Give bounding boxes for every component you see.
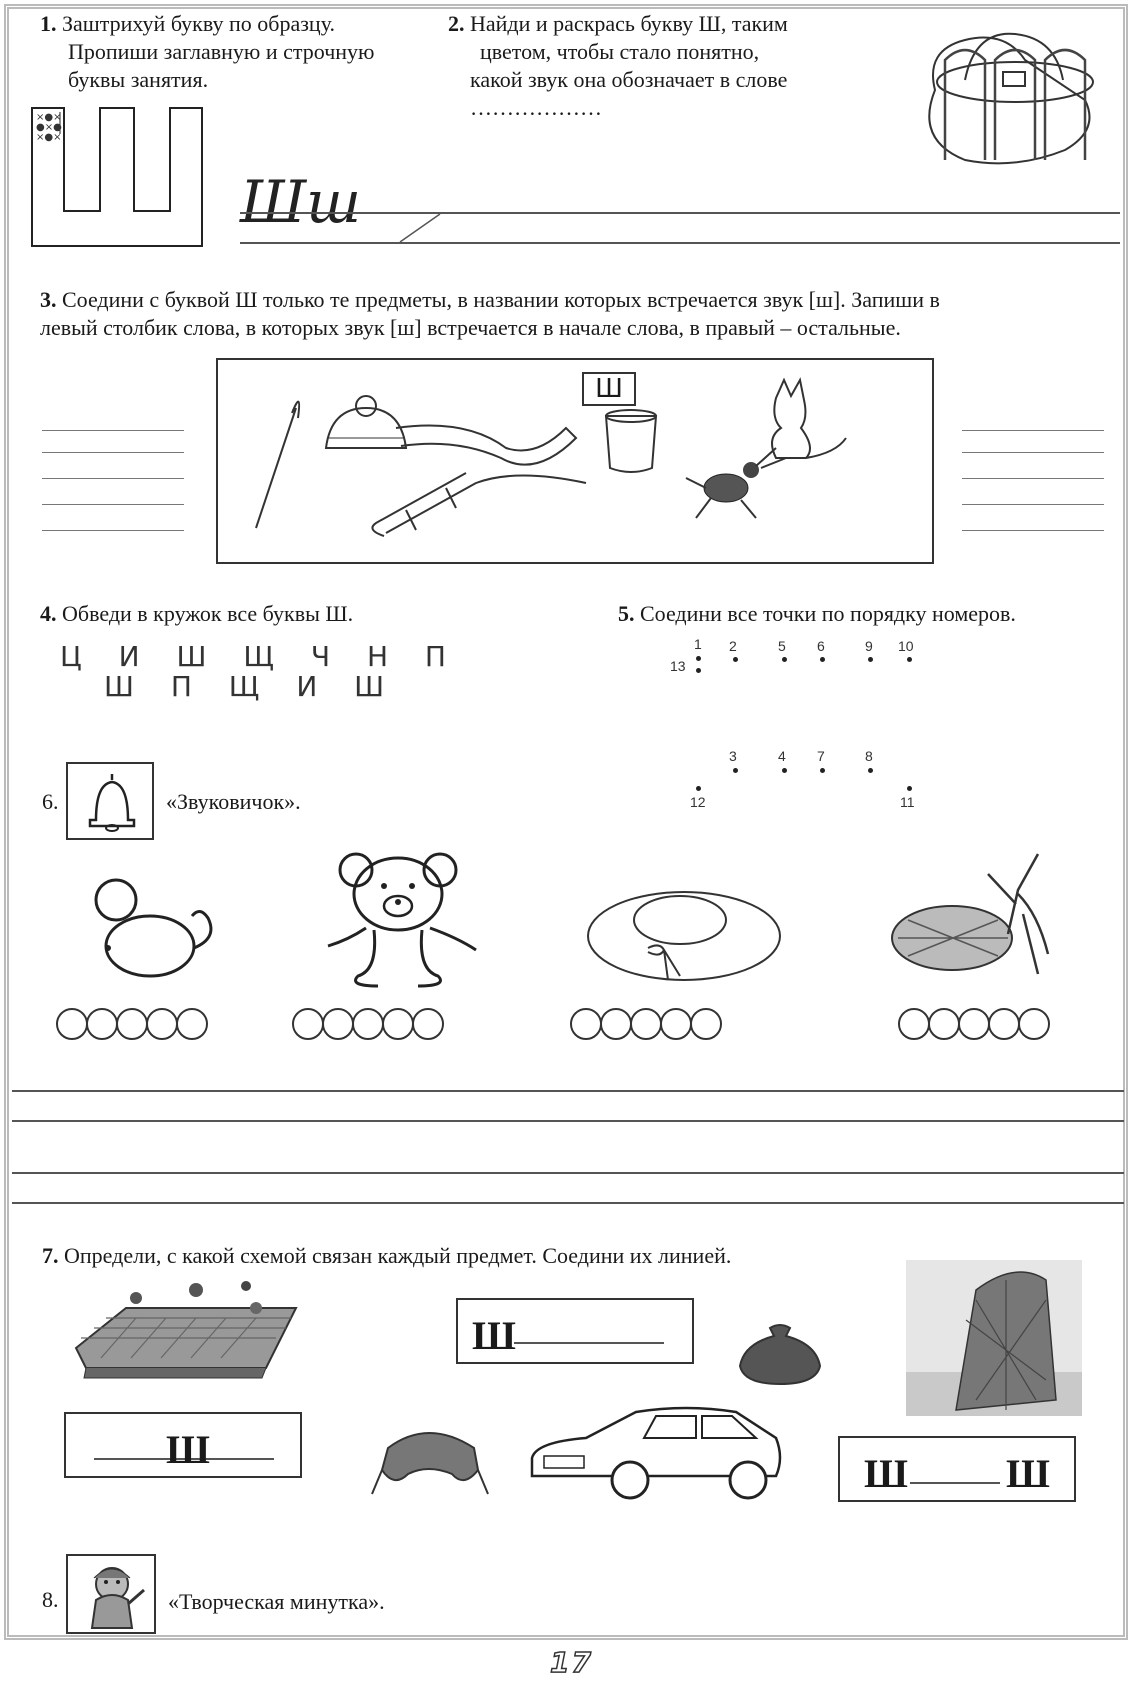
writing-line-1[interactable] — [12, 1090, 1124, 1092]
hidden-letter-hat-picture[interactable] — [905, 20, 1115, 190]
dot[interactable] — [733, 768, 738, 773]
left-answer-line-2[interactable] — [42, 452, 184, 453]
dot-label: 1 — [694, 636, 702, 652]
task-8-title: «Творческая минутка». — [168, 1589, 385, 1614]
sound-scheme-mouse[interactable] — [56, 1008, 206, 1040]
scheme-box-a[interactable] — [456, 1298, 694, 1364]
right-answer-line-5[interactable] — [962, 530, 1104, 531]
scheme-c-line — [910, 1482, 1000, 1484]
task-2-line3: какой звук она обозначает в слове — [470, 67, 788, 92]
sound-scheme-bear[interactable] — [292, 1008, 442, 1040]
task-2-line2: цветом, чтобы стало понятно, — [480, 39, 760, 64]
hat-drawing — [584, 888, 784, 984]
dot-label: 11 — [900, 794, 915, 810]
task-3-number: 3. — [40, 287, 57, 312]
svg-text:●×●: ●×● — [36, 122, 62, 133]
dot-label: 4 — [778, 748, 786, 764]
task-3-line2: левый столбик слова, в которых звук [ш] встречается в начале слова, в правый – остальные. — [40, 315, 901, 340]
dot[interactable] — [868, 657, 873, 662]
right-answer-line-4[interactable] — [962, 504, 1104, 505]
task-2-line1: Найди и раскрась букву Ш, таким — [470, 11, 788, 36]
task-1-line3: буквы занятия. — [68, 67, 209, 92]
dot[interactable] — [907, 786, 912, 791]
sound-scheme-cone[interactable] — [898, 1008, 1048, 1040]
cursive-sample: Шш — [240, 168, 362, 236]
task-4-text — [40, 600, 353, 628]
cat-drawing — [772, 380, 846, 458]
chess-board-picture[interactable] — [76, 1278, 298, 1388]
svg-text:×●×: ×●× — [36, 132, 62, 143]
dot-label: 7 — [817, 748, 825, 764]
sound-scheme-hat[interactable] — [570, 1008, 720, 1040]
scarf-drawing — [396, 426, 576, 465]
task-6-title: «Звуковичок». — [166, 789, 301, 814]
cup-drawing — [606, 410, 656, 472]
pine-cone-drawing — [888, 854, 1068, 994]
task-7-instruction: Определи, с какой схемой связан каждый предмет. Соедини их линией. — [64, 1243, 732, 1268]
writing-slant-lines — [240, 214, 1120, 244]
dot-label: 3 — [729, 748, 737, 764]
dot-label: 6 — [817, 638, 825, 654]
sled-drawing — [372, 473, 586, 536]
scheme-b-letter: Ш — [166, 1427, 210, 1472]
letter-sh-box[interactable]: Ш — [582, 372, 636, 406]
dot[interactable] — [696, 668, 701, 673]
writing-line-4[interactable] — [12, 1202, 1124, 1204]
task-7-number: 7. — [42, 1243, 59, 1268]
task-1-line2: Пропиши заглавную и строчную — [68, 39, 375, 64]
car-picture[interactable] — [526, 1398, 788, 1508]
scheme-c-letter-2: Ш — [1006, 1451, 1050, 1496]
letter-row-2[interactable]: Ш П Щ И Ш — [104, 670, 399, 703]
task-1-number: 1. — [40, 11, 57, 36]
dot[interactable] — [696, 656, 701, 661]
dot[interactable] — [782, 657, 787, 662]
task-3-line1: Соедини с буквой Ш только те предметы, в названии которых встречается звук [ш]. Запиши в — [62, 287, 940, 312]
scheme-box-b[interactable] — [64, 1412, 302, 1478]
dot[interactable] — [733, 657, 738, 662]
left-answer-line-3[interactable] — [42, 478, 184, 479]
scheme-a-letter: Ш — [472, 1313, 516, 1358]
dot[interactable] — [820, 768, 825, 773]
task-5-text — [618, 600, 1016, 628]
task-2-number: 2. — [448, 11, 465, 36]
dot-label: 10 — [898, 638, 914, 654]
scheme-c-letter-1: Ш — [864, 1451, 908, 1496]
left-answer-line-4[interactable] — [42, 504, 184, 505]
outlined-letter-sh[interactable] — [30, 106, 230, 248]
right-answer-line-2[interactable] — [962, 452, 1104, 453]
task-1-line1: Заштрихуй букву по образцу. — [62, 11, 335, 36]
page-number: 17 — [550, 1646, 593, 1679]
task-4-number: 4. — [40, 601, 57, 626]
dot[interactable] — [782, 768, 787, 773]
right-answer-line-1[interactable] — [962, 430, 1104, 431]
dot-label: 5 — [778, 638, 786, 654]
sack-picture[interactable] — [736, 1318, 826, 1388]
dot[interactable] — [868, 768, 873, 773]
bell-icon — [66, 762, 154, 840]
svg-text:×●×: ×●× — [36, 112, 62, 123]
task-5-instruction: Соедини все точки по порядку номеров. — [640, 601, 1016, 626]
task-6-number: 6. — [42, 789, 59, 814]
beetle-drawing — [686, 448, 786, 518]
left-answer-line-1[interactable] — [42, 430, 184, 431]
task-7-text — [42, 1242, 731, 1270]
scheme-box-c[interactable] — [838, 1436, 1076, 1502]
creative-minute-icon — [66, 1554, 156, 1634]
task-2-text — [448, 10, 788, 122]
teddy-bear-drawing — [318, 850, 488, 990]
task-1-text — [40, 10, 374, 94]
writing-line-3[interactable] — [12, 1172, 1124, 1174]
task-8-number: 8. — [42, 1587, 59, 1612]
dot-label: 9 — [865, 638, 873, 654]
task-4-instruction: Обведи в кружок все буквы Ш. — [62, 601, 354, 626]
dot[interactable] — [907, 657, 912, 662]
dot[interactable] — [696, 786, 701, 791]
right-answer-line-3[interactable] — [962, 478, 1104, 479]
letter-row-1[interactable]: Ц И Ш Щ Ч Н П — [60, 640, 460, 673]
dot-label: 2 — [729, 638, 737, 654]
dot-label: 8 — [865, 748, 873, 764]
awl-drawing — [256, 402, 299, 528]
knit-hat-drawing — [326, 396, 406, 448]
mouse-drawing — [88, 878, 228, 988]
task-3-text — [40, 286, 1120, 342]
dot-label: 12 — [690, 794, 706, 810]
brushwood-picture[interactable] — [906, 1260, 1082, 1416]
dot-label: 13 — [670, 658, 686, 674]
left-answer-line-5[interactable] — [42, 530, 184, 531]
ushanka-hat-picture[interactable] — [368, 1418, 494, 1498]
task-5-number: 5. — [618, 601, 635, 626]
big-letter-sample — [60, 105, 61, 106]
writing-line-2[interactable] — [12, 1120, 1124, 1122]
task-2-answer-dots: ……………… — [470, 95, 602, 120]
scheme-a-line — [514, 1342, 664, 1344]
dot[interactable] — [820, 657, 825, 662]
objects-drawings — [216, 358, 934, 564]
